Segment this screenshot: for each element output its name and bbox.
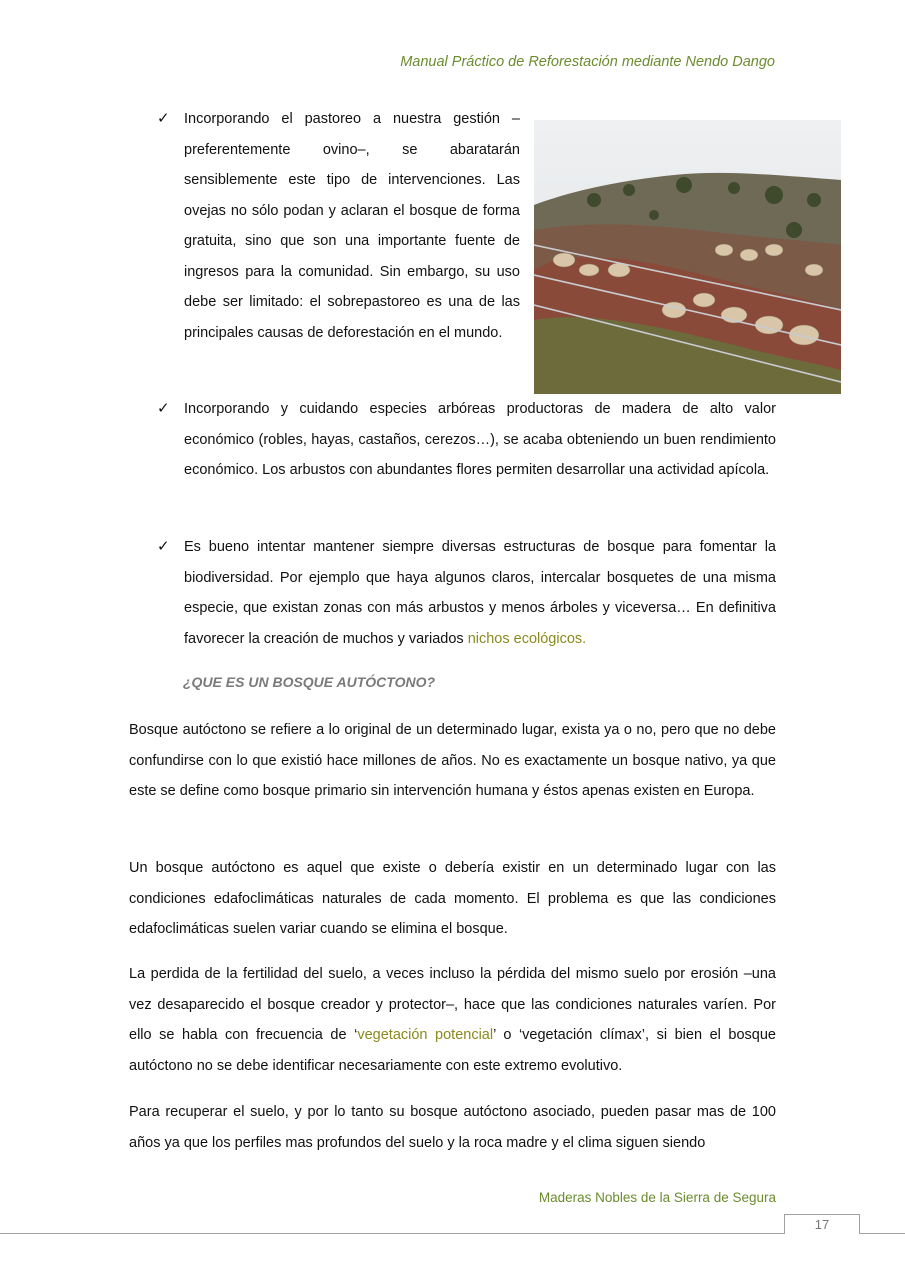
paragraph-definition: Bosque autóctono se refiere a lo original de un determinado lugar, exista ya o no, pero que no debe confundirse con lo que existió hace millones de años. No es exactamente un bosque nativo, ya que este se define como bosque primario sin intervención humana y éstos apenas existen en Europa. xyxy=(129,722,776,800)
bullet-item-biodiversity xyxy=(157,532,776,654)
bullet-item-timber-species xyxy=(157,394,776,486)
paragraph-text: ’ o ‘vegetación clímax’, si bien el bosque autóctono no se debe identificar necesariamente con este extremo evolutivo. xyxy=(129,1027,776,1075)
paragraph-recovery: Para recuperar el suelo, y por lo tanto su bosque autóctono asociado, pueden pasar mas de 100 años ya que los perfiles mas profundos del suelo y la roca madre y el clima siguen siendo xyxy=(129,1104,776,1151)
checkmark-icon: ✓ xyxy=(157,400,170,417)
checkmark-icon: ✓ xyxy=(157,538,170,555)
checkmark-icon: ✓ xyxy=(157,110,170,127)
running-header: Manual Práctico de Reforestación mediante Nendo Dango xyxy=(400,54,775,70)
footer-divider xyxy=(0,1233,905,1234)
bullet-text: Es bueno intentar mantener siempre diversas estructuras de bosque para fomentar la biodiversidad. Por ejemplo que haya algunos claros, intercalar bosquetes de una misma especie, que existan zonas con más arbustos y menos árboles y viceversa… En definitiva favorecer la creación de muchos y variados xyxy=(184,539,776,647)
footer-title: Maderas Nobles de la Sierra de Segura xyxy=(538,1190,776,1205)
paragraph-conditions: Un bosque autóctono es aquel que existe o debería existir en un determinado lugar con las condiciones edafoclimáticas naturales de cada momento. El problema es que las condiciones edafoclimáticas suelen variar cuando se elimina el bosque. xyxy=(129,860,776,938)
potential-vegetation-link[interactable]: vegetación potencial xyxy=(357,1027,494,1044)
ecological-niches-link[interactable]: nichos ecológicos. xyxy=(467,630,587,647)
paragraph-text: La perdida de la fertilidad del suelo, a veces incluso la pérdida del mismo suelo por erosión –una vez desaparecido el bosque creador y protector–, hace que las condiciones naturales varíen. Por ello se habla con frecuencia de ‘ xyxy=(129,966,776,1044)
bullet-text: Incorporando el pastoreo a nuestra gestión –preferentemente ovino–, se abaratarán sensiblemente este tipo de intervenciones. Las ovejas no sólo podan y aclaran el bosque de forma gratuita, sino que son una importante fuente de ingresos para la comunidad. Sin embargo, su uso debe ser limitado: el sobrepastoreo es una de las principales causas de deforestación en el mundo. xyxy=(184,111,520,341)
sheep-grazing-photo xyxy=(534,120,841,394)
page-number: 17 xyxy=(784,1214,860,1234)
paragraph-fertility xyxy=(129,959,776,1082)
section-title: ¿QUE ES UN BOSQUE AUTÓCTONO? xyxy=(183,674,436,690)
bullet-item-grazing xyxy=(157,104,520,348)
bullet-text: Incorporando y cuidando especies arbóreas productoras de madera de alto valor económico (robles, hayas, castaños, cerezos…), se acaba obteniendo un buen rendimiento económico. Los arbustos con abundantes flores permiten desarrollar una actividad apícola. xyxy=(184,401,776,478)
